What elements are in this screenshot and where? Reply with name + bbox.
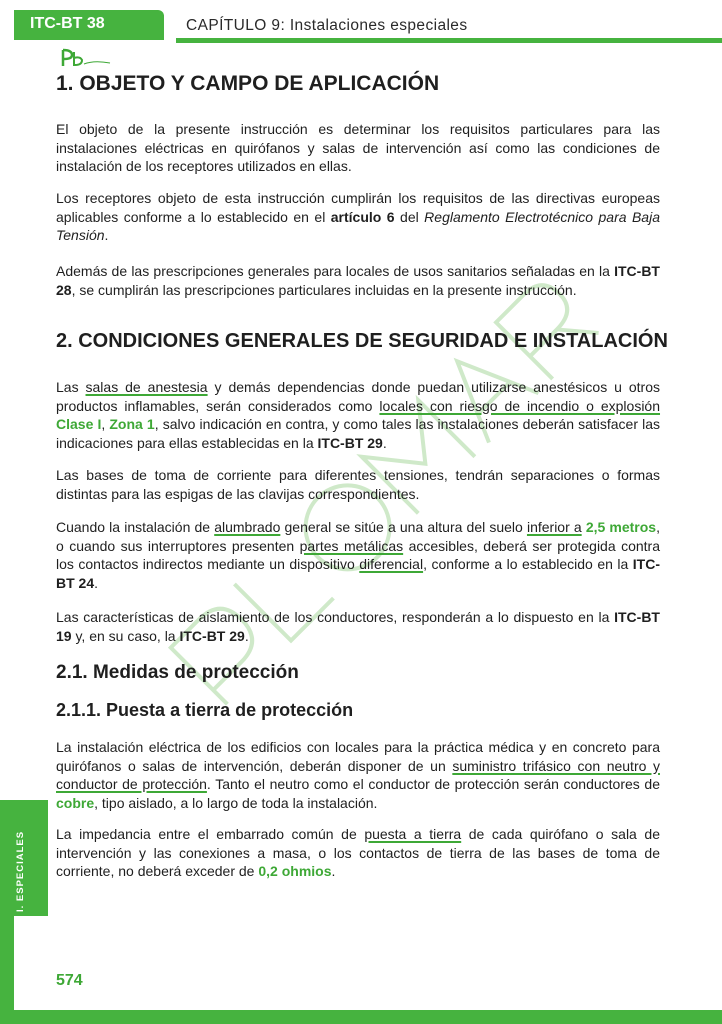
s1-paragraph-3: Además de las prescripciones generales para locales de usos sanitarios señaladas en la ITC-BT 28, se cumplirán las prescripciones particulares incluidas en la presente instrucción.: [56, 263, 660, 298]
publisher-logo-icon: [60, 46, 114, 68]
section-2-1-1-title: 2.1.1. Puesta a tierra de protección: [56, 700, 354, 720]
side-section-tab: [0, 800, 48, 916]
s2-paragraph-2: Las bases de toma de corriente para diferentes tensiones, tendrán separaciones o formas distintas para las espigas de las clavijas correspondientes.: [56, 467, 660, 502]
section-2-title: 2. CONDICIONES GENERALES DE SEGURIDAD E INSTALACIÓN: [56, 330, 668, 352]
s1-paragraph-2: Los receptores objeto de esta instrucción cumplirán los requisitos de las directivas europeas aplicables conforme a lo establecido en el artículo 6 del Reglamento Electrotécnico para Baja Tensión.: [56, 190, 660, 243]
itc-code: ITC-BT 38: [30, 15, 105, 32]
chapter-title: CAPÍTULO 9: Instalaciones especiales: [186, 17, 468, 34]
s2-paragraph-1: Las salas de anestesia y demás dependencias donde puedan utilizarse anestésicos u otros productos inflamables, serán considerados como locales con riesgo de incendio o explosión Clase I, Zona 1, salvo indicación en contra, y como tales las instalaciones deberán satisfacer las indicaciones para ellas establecidas en la ITC-BT 29.: [56, 379, 661, 451]
itc-code-tab: [14, 10, 164, 40]
section-1-title: 1. OBJETO Y CAMPO DE APLICACIÓN: [56, 72, 440, 95]
s2-paragraph-4: Las características de aislamiento de los conductores, responderán a lo dispuesto en la ITC-BT 19 y, en su caso, la ITC-BT 29.: [56, 609, 660, 644]
section-2-1-title: 2.1. Medidas de protección: [56, 662, 299, 683]
s2-paragraph-3: Cuando la instalación de alumbrado general se sitúe a una altura del suelo inferior a 2,5 metros, o cuando sus interruptores presenten partes metálicas accesibles, deberá ser protegida contra los contactos indirectos mediante un dispositivo diferencial, conforme a lo establecido en la ITC-BT 24.: [56, 519, 660, 591]
s211-paragraph-2: La impedancia entre el embarrado común de puesta a tierra de cada quirófano o sala de intervención y las conexiones a masa, o los contactos de tierra de las bases de toma de corriente, no deberá exceder de 0,2 ohmios.: [56, 826, 660, 879]
s211-paragraph-1: La instalación eléctrica de los edificios con locales para la práctica médica y en concreto para quirófanos o salas de intervención, deberán disponer de un suministro trifásico con neutro y conductor de protección. Tanto el neutro como el conductor de protección serán conductores de cobre, tipo aislado, a lo largo de toda la instalación.: [56, 739, 660, 811]
header-rule: [176, 38, 722, 43]
page-number: 574: [56, 972, 83, 989]
left-edge-strip: [0, 916, 14, 1016]
footer-rule: [0, 1010, 722, 1024]
side-tab-label: I. ESPECIALES: [15, 830, 26, 912]
s1-paragraph-1: El objeto de la presente instrucción es determinar los requisitos particulares para las instalaciones eléctricas en quirófanos y salas de intervención así como las condiciones de instalación de los receptores utilizados en ellas.: [56, 121, 660, 174]
